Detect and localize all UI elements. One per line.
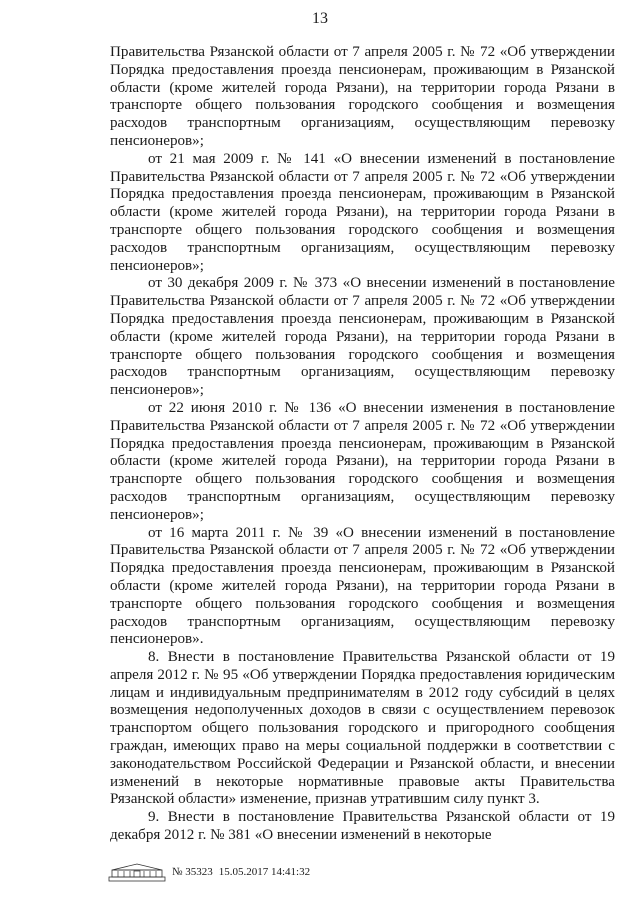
paragraph-5: от 16 марта 2011 г. № 39 «О внесении изменений в постановление Правительства Рязанской области от 7 апреля 2005 г. № 72 «Об утверждении Порядка предоставления проезда пенсионерам, проживающим в Рязанской области (кроме жителей города Рязани), на территории города Рязани в транспорте общего пользования городского сообщения и возмещения расходов транспортным организациям, осуществляющим перевозку пенсионеров». [110,524,615,648]
paragraph-4: от 22 июня 2010 г. № 136 «О внесении изменения в постановление Правительства Рязанской области от 7 апреля 2005 г. № 72 «Об утверждении Порядка предоставления проезда пенсионерам, проживающим в Рязанской области (кроме жителей города Рязани), на территории города Рязани в транспорте общего пользования городского сообщения и возмещения расходов транспортным организациям, осуществляющим перевозку пенсионеров»; [110,399,615,523]
paragraph-3: от 30 декабря 2009 г. № 373 «О внесении изменений в постановление Правительства Рязанской области от 7 апреля 2005 г. № 72 «Об утверждении Порядка предоставления проезда пенсионерам, проживающим в Рязанской области (кроме жителей города Рязани), на территории города Рязани в транспорте общего пользования городского сообщения и возмещения расходов транспортным организациям, осуществляющим перевозку пенсионеров»; [110,275,615,399]
paragraph-7: 9. Внести в постановление Правительства Рязанской области от 19 декабря 2012 г. № 381 «О внесении изменений в некоторые [110,809,615,844]
document-body [110,44,615,845]
building-stamp-icon [108,862,166,882]
page-number: 13 [312,10,328,27]
document-number: № 35323 [172,866,213,878]
document-footer [108,862,310,882]
paragraph-6: 8. Внести в постановление Правительства Рязанской области от 19 апреля 2012 г. № 95 «Об утверждении Порядка предоставления юридическим лицам и индивидуальным предпринимателям в 2012 году субсидий в целях возмещения недополученных доходов в связи с осуществлением перевозок транспортом общего пользования городского и пригородного сообщения граждан, имеющих право на меры социальной поддержки в соответствии с законодательством Российской Федерации и Рязанской области, и внесении изменений в некоторые нормативные правовые акты Правительства Рязанской области» изменение, признав утратившим силу пункт 3. [110,649,615,808]
document-timestamp: 15.05.2017 14:41:32 [218,866,311,878]
paragraph-1: Правительства Рязанской области от 7 апреля 2005 г. № 72 «Об утверждении Порядка предоставления проезда пенсионерам, проживающим в Рязанской области (кроме жителей города Рязани), на территории города Рязани в транспорте общего пользования городского сообщения и возмещения расходов транспортным организациям, осуществляющим перевозку пенсионеров»; [110,44,615,149]
paragraph-2: от 21 мая 2009 г. № 141 «О внесении изменений в постановление Правительства Рязанской области от 7 апреля 2005 г. № 72 «Об утверждении Порядка предоставления проезда пенсионерам, проживающим в Рязанской области (кроме жителей города Рязани), на территории города Рязани в транспорте общего пользования городского сообщения и возмещения расходов транспортным организациям, осуществляющим перевозку пенсионеров»; [110,150,615,274]
